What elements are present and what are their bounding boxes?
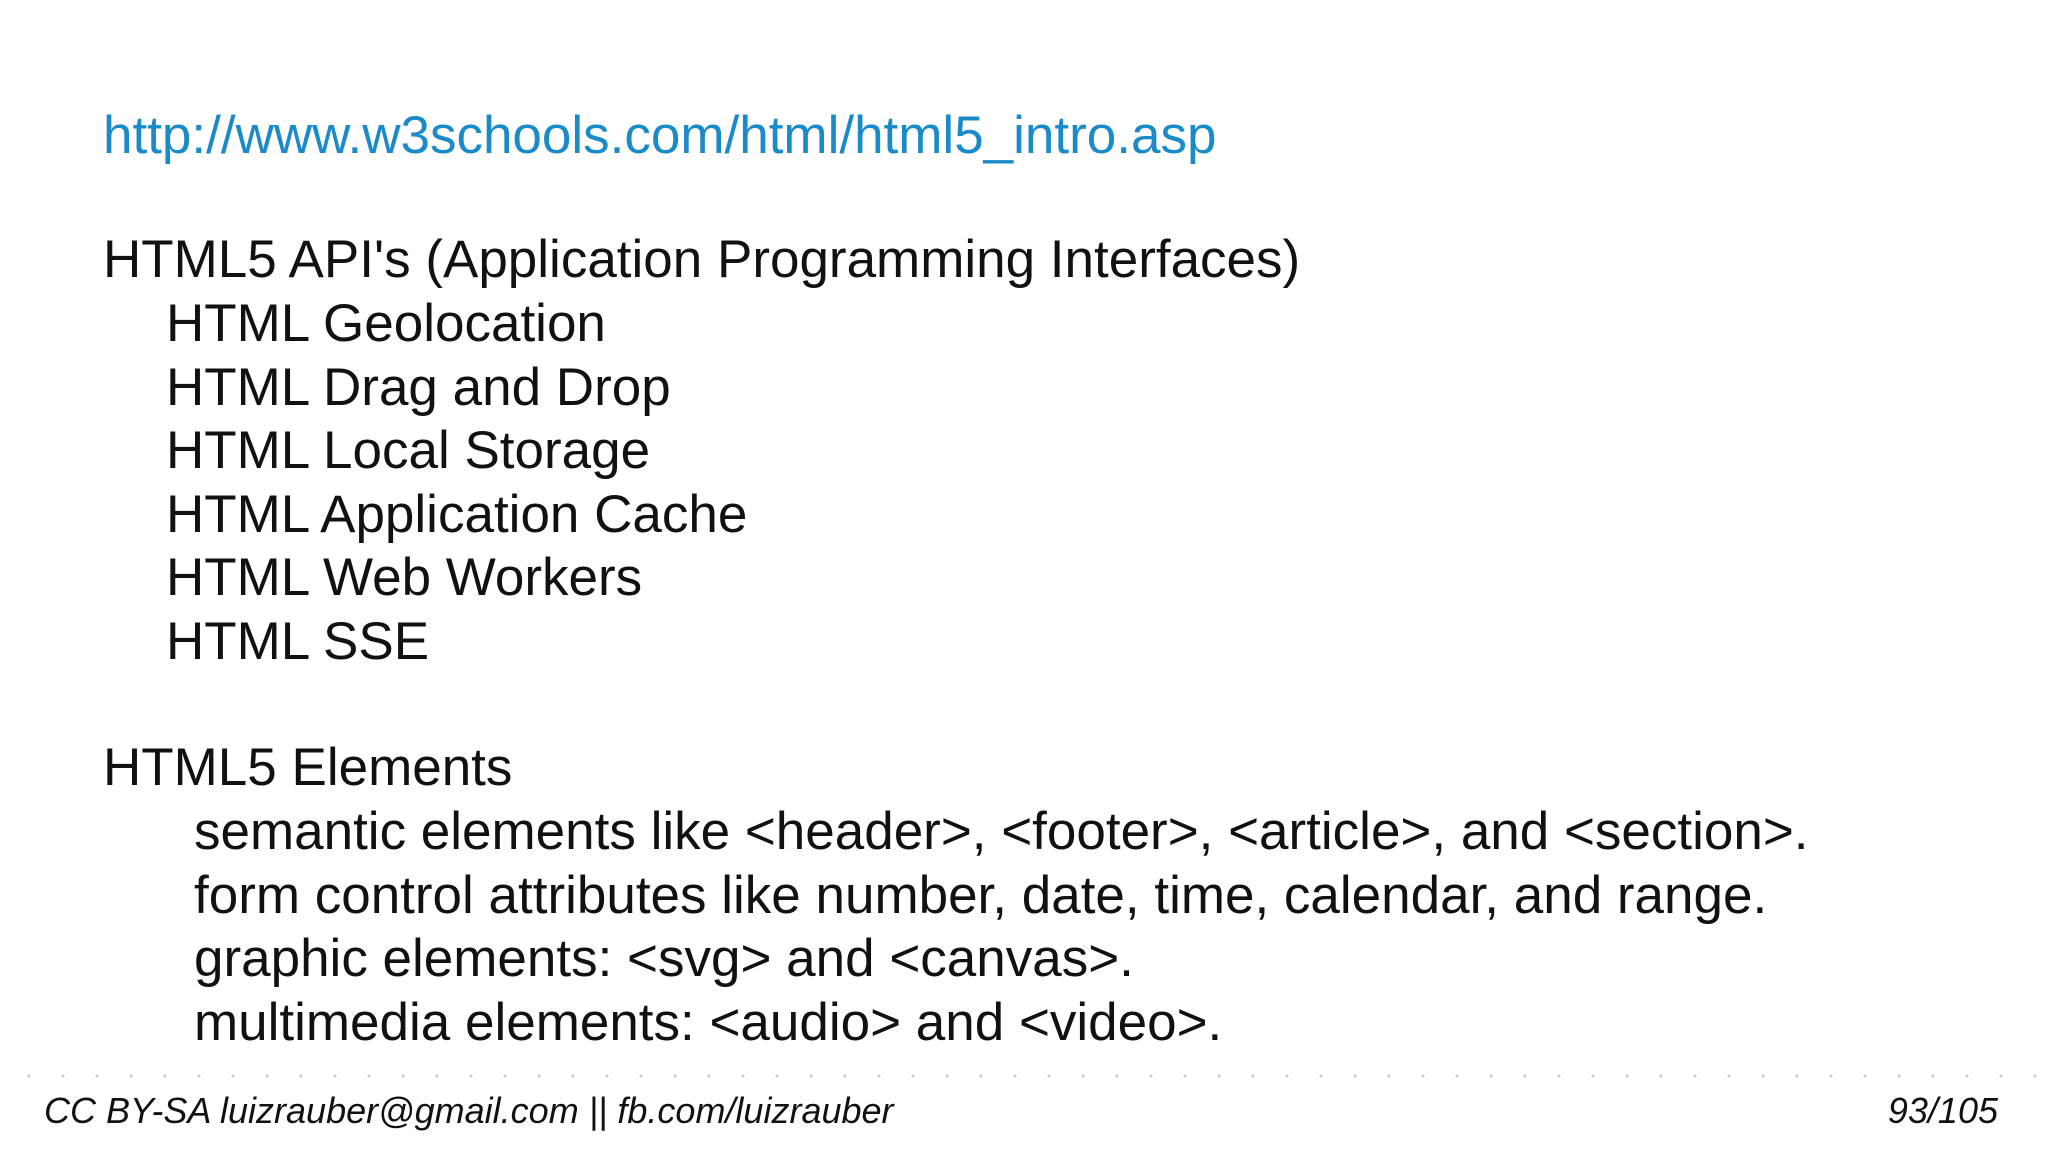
elements-heading: HTML5 Elements — [103, 738, 513, 797]
list-item-application-cache: HTML Application Cache — [166, 484, 748, 544]
footer-divider — [12, 1066, 2036, 1086]
w3schools-link[interactable]: http://www.w3schools.com/html/html5_intro.asp — [103, 106, 1217, 165]
list-item-sse: HTML SSE — [166, 611, 430, 671]
list-item-semantic-elements: semantic elements like <header>, <footer>, <article>, and <section>. — [194, 802, 1809, 861]
list-item-multimedia-elements: multimedia elements: <audio> and <video>. — [194, 992, 1223, 1052]
elements-list — [194, 800, 1809, 1054]
list-item-drag-and-drop: HTML Drag and Drop — [166, 357, 671, 417]
apis-heading: HTML5 API's (Application Programming Interfaces) — [103, 230, 1301, 289]
page-number: 93/105 — [1887, 1090, 1998, 1131]
list-item-graphic-elements: graphic elements: <svg> and <canvas>. — [194, 929, 1134, 989]
list-item-geolocation: HTML Geolocation — [166, 294, 606, 353]
list-item-form-control-attributes: form control attributes like number, date, time, calendar, and range. — [194, 865, 1768, 925]
apis-list — [166, 292, 747, 674]
footer-credit: CC BY-SA luizrauber@gmail.com || fb.com/luizrauber — [44, 1090, 894, 1131]
list-item-web-workers: HTML Web Workers — [166, 548, 643, 608]
list-item-local-storage: HTML Local Storage — [166, 421, 651, 481]
